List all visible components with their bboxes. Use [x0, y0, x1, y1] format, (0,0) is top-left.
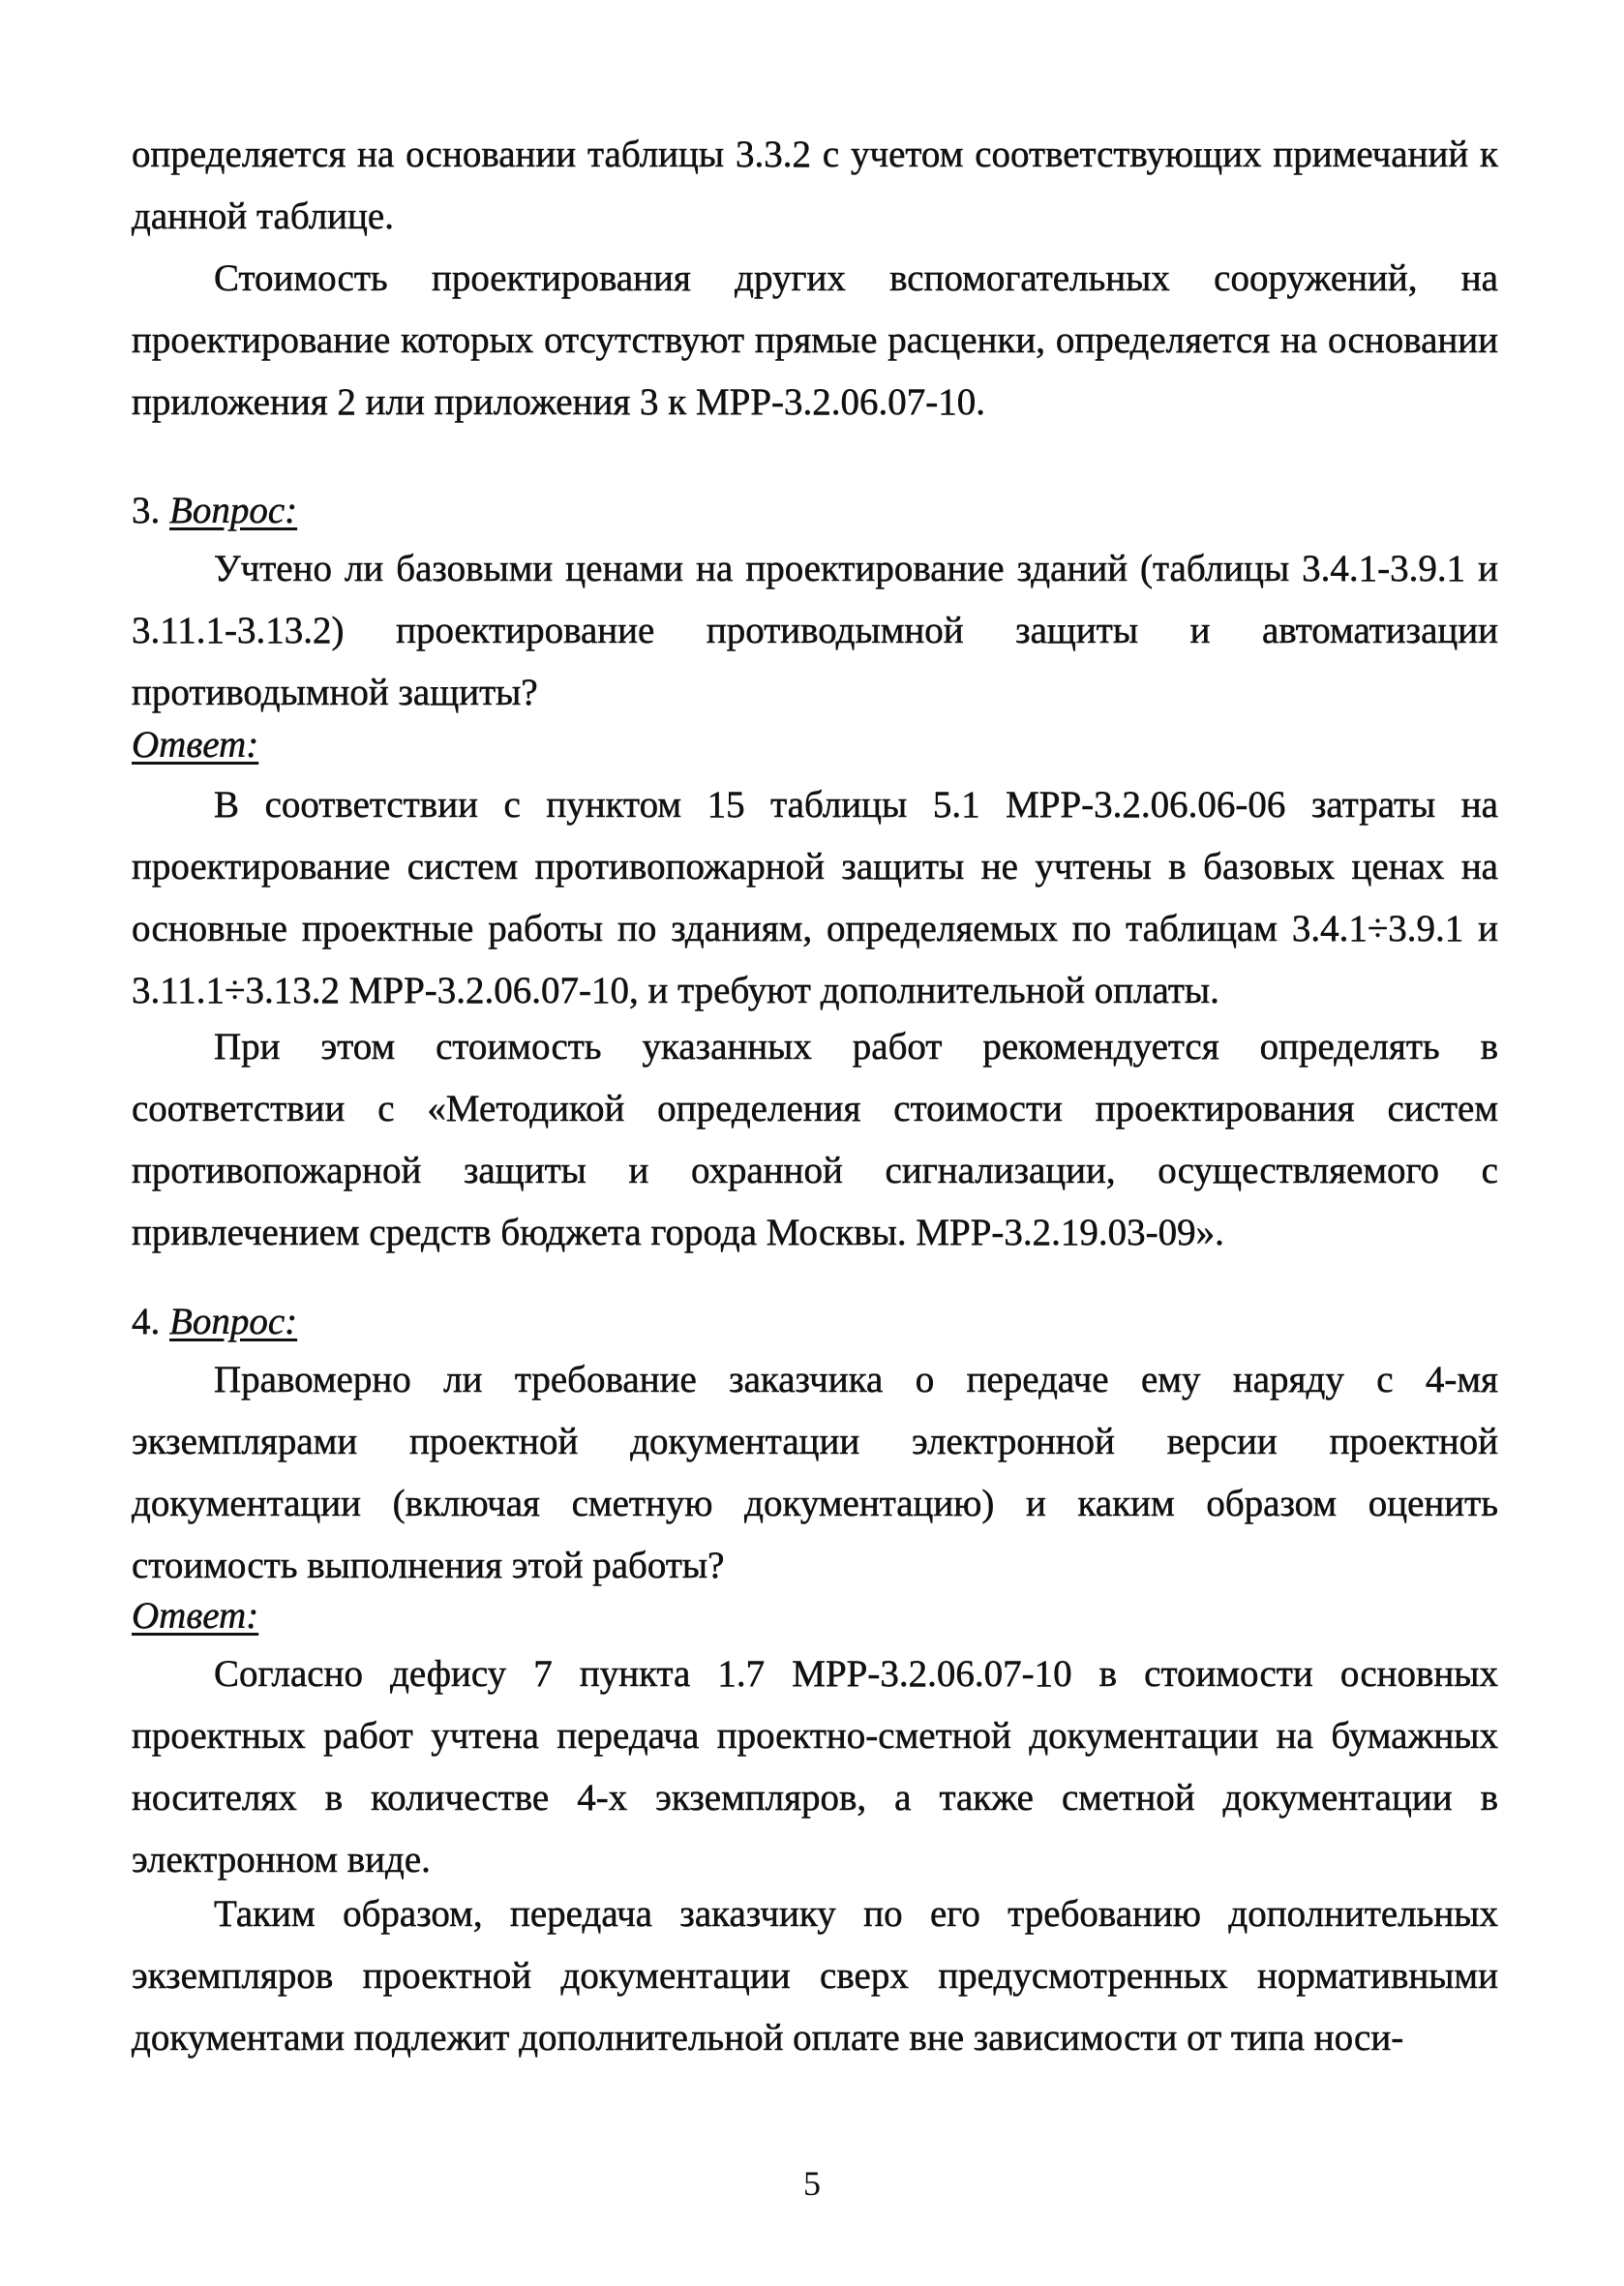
answer-4-paragraph-2: Таким образом, передача заказчику по его требованию дополнительных экземпляров проектной документации сверх предусмотренных нормативными документами подлежит дополнительной оплате вне зависимости от типа носи- [132, 1893, 1498, 2059]
paragraph-auxiliary-structures: Стоимость проектирования других вспомогательных сооружений, на проектирование которых отсутствуют прямые расценки, определяется на основании приложения 2 или приложения 3 к МРР-3.2.06.07-10. [132, 257, 1498, 423]
question-4-heading: Вопрос: [169, 1301, 298, 1342]
question-4-number: 4. [132, 1301, 161, 1342]
answer-3-paragraph-1: В соответствии с пунктом 15 таблицы 5.1 МРР-3.2.06.06-06 затраты на проектирование систем противопожарной защиты не учтены в базовых ценах на основные проектные работы по зданиям, определяемых по таблицам 3.4.1÷3.9.1 и 3.11.1÷3.13.2 МРР-3.2.06.07-10, и требуют дополнительной оплаты. [132, 784, 1498, 1011]
answer-3-paragraph-2: При этом стоимость указанных работ рекомендуется определять в соответствии с «Методикой определения стоимости проектирования систем противопожарной защиты и охранной сигнализации, осуществляемого с привлечением средств бюджета города Москвы. МРР-3.2.19.03-09». [132, 1026, 1498, 1253]
question-4-label [132, 1293, 297, 1351]
paragraph-continuation: определяется на основании таблицы 3.3.2 с учетом соответствующих примечаний к данной таблице. [132, 134, 1498, 237]
question-3-text: Учтено ли базовыми ценами на проектирование зданий (таблицы 3.4.1-3.9.1 и 3.11.1-3.13.2) проектирование противодымной защиты и автоматизации противодымной защиты? [132, 548, 1498, 713]
question-4-text: Правомерно ли требование заказчика о передаче ему наряду с 4-мя экземплярами проектной документации электронной версии проектной документации (включая сметную документацию) и каким образом оценить стоимость выполнения этой работы? [132, 1359, 1498, 1586]
question-3-label [132, 482, 297, 540]
answer-4-heading: Ответ: [132, 1595, 259, 1637]
question-3-number: 3. [132, 490, 161, 531]
page-number: 5 [803, 2164, 821, 2203]
answer-3-heading: Ответ: [132, 724, 259, 766]
question-3-heading: Вопрос: [169, 490, 298, 531]
answer-4-paragraph-1: Согласно дефису 7 пункта 1.7 МРР-3.2.06.07-10 в стоимости основных проектных работ учтена передача проектно-сметной документации на бумажных носителях в количестве 4-х экземпляров, а также сметной документации в электронном виде. [132, 1653, 1498, 1880]
